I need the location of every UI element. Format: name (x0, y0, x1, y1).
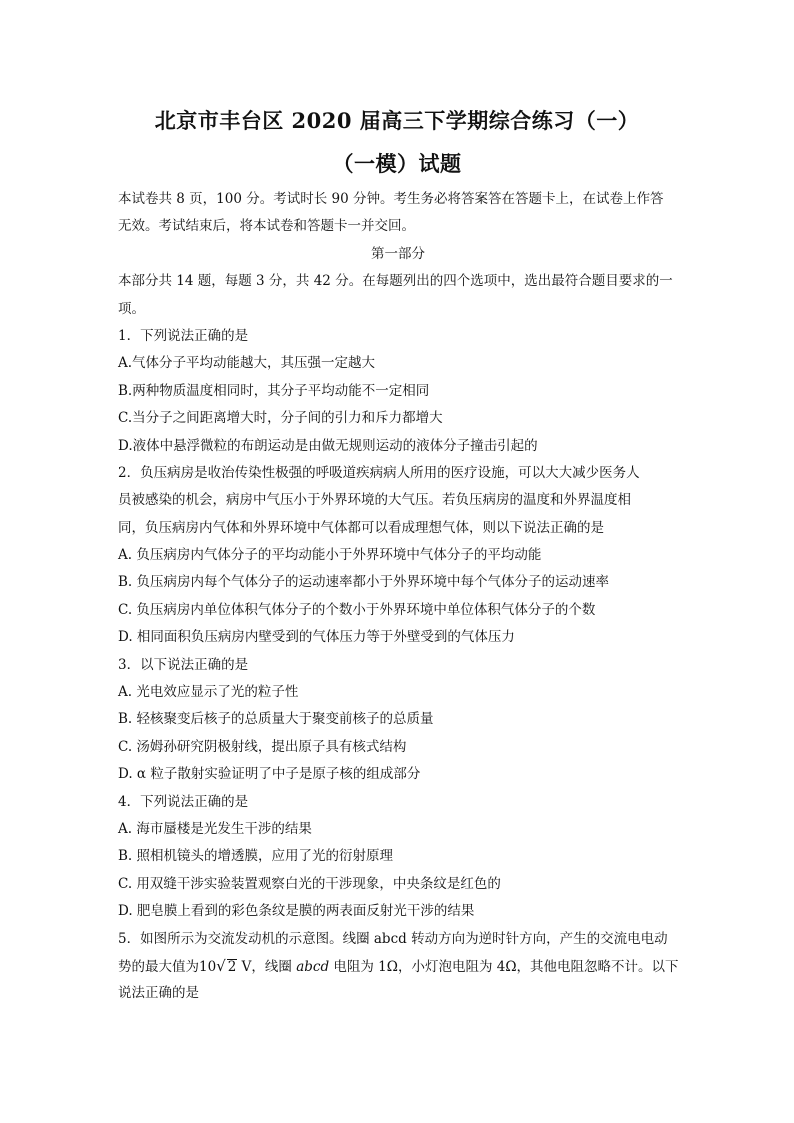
question-5-stem: 说法正确的是 (118, 985, 199, 1002)
question-5-stem: 5．如图所示为交流发动机的示意图。线圈 abcd 转动方向为逆时针方向，产生的交流电电动 (118, 930, 668, 947)
exam-title: 北京市丰台区 2020 届高三下学期综合练习（一） (154, 108, 640, 133)
q5-coefficient: 10 (199, 958, 217, 975)
question-1-option-a: A.气体分子平均动能越大，其压强一定越大 (118, 355, 376, 372)
exam-body (118, 186, 678, 1008)
question-4-option-a: A. 海市蜃楼是光发生干涉的结果 (118, 820, 312, 837)
exam-subtitle: （一模）试题 (332, 151, 462, 176)
question-2-stem: 同，负压病房内气体和外界环境中气体都可以看成理想气体，则以下说法正确的是 (118, 519, 604, 536)
section-instructions: 本部分共 14 题，每题 3 分，共 42 分。在每题列出的四个选项中，选出最符合题目要求的一 (118, 273, 673, 290)
question-1-option-b: B.两种物质温度相同时，其分子平均动能不一定相同 (118, 382, 430, 399)
intro-line: 本试卷共 8 页，100 分。考试时长 90 分钟。考生务必将答案答在答题卡上，在试卷上作答 (118, 191, 664, 207)
q5-unit: V，线圈 (237, 958, 297, 975)
question-2-stem: 2．负压病房是收治传染性极强的呼吸道疾病病人所用的医疗设施，可以大大减少医务人 (118, 464, 640, 481)
question-3-option-b: B. 轻核聚变后核子的总质量大于聚变前核子的总质量 (118, 711, 434, 728)
q5-text: 电阻为 1Ω，小灯泡电阻为 4Ω，其他电阻忽略不计。以下 (329, 958, 679, 975)
question-2-stem: 员被感染的机会，病房中气压小于外界环境的大气压。若负压病房的温度和外界温度相 (118, 492, 631, 509)
question-1-stem: 1．下列说法正确的是 (118, 327, 249, 344)
question-4-stem: 4．下列说法正确的是 (118, 793, 249, 810)
question-5-stem (118, 953, 678, 980)
section-heading: 第一部分 (371, 245, 425, 262)
question-2-option-d: D. 相同面积负压病房内壁受到的气体压力等于外壁受到的气体压力 (118, 629, 515, 646)
question-3-option-d: D. α 粒子散射实验证明了中子是原子核的组成部分 (118, 766, 421, 783)
question-4-option-c: C. 用双缝干涉实验装置观察白光的干涉现象，中央条纹是红色的 (118, 875, 501, 892)
q5-coil-label: abcd (296, 958, 330, 975)
question-2-option-a: A. 负压病房内气体分子的平均动能小于外界环境中气体分子的平均动能 (118, 547, 542, 564)
question-2-option-c: C. 负压病房内单位体积气体分子的个数小于外界环境中单位体积气体分子的个数 (118, 601, 596, 618)
question-3-option-a: A. 光电效应显示了光的粒子性 (118, 684, 299, 701)
question-4-option-b: B. 照相机镜头的增透膜，应用了光的衍射原理 (118, 848, 394, 865)
question-3-stem: 3．以下说法正确的是 (118, 656, 249, 673)
q5-text: 势的最大值为 (118, 958, 199, 975)
intro-line: 无效。考试结束后，将本试卷和答题卡一并交回。 (118, 218, 415, 235)
question-4-option-d: D. 肥皂膜上看到的彩色条纹是膜的两表面反射光干涉的结果 (118, 903, 475, 920)
question-3-option-c: C. 汤姆孙研究阴极射线，提出原子具有核式结构 (118, 738, 407, 755)
q5-radicand: 2 (227, 958, 237, 975)
sqrt-symbol: √ (216, 956, 226, 975)
question-1-option-d: D.液体中悬浮微粒的布朗运动是由做无规则运动的液体分子撞击引起的 (118, 437, 538, 454)
question-1-option-c: C.当分子之间距离增大时，分子间的引力和斥力都增大 (118, 410, 443, 427)
section-instructions: 项。 (118, 300, 145, 317)
question-2-option-b: B. 负压病房内每个气体分子的运动速率都小于外界环境中每个气体分子的运动速率 (118, 574, 610, 591)
